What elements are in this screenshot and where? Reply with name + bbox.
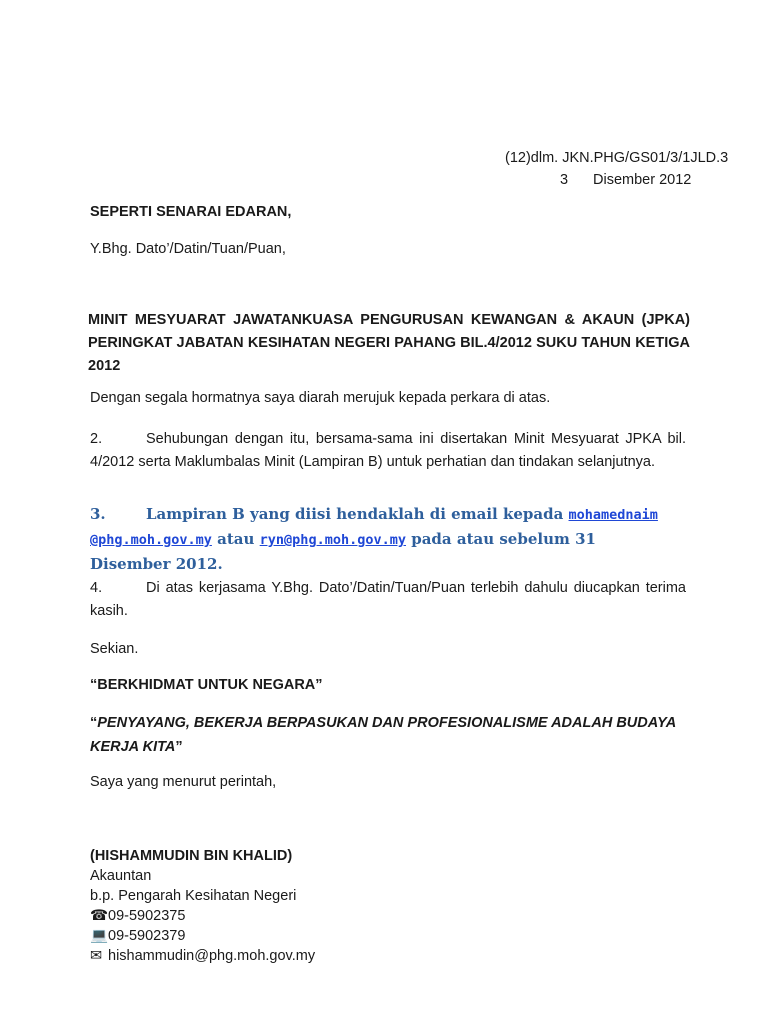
paragraph-4-number: 4. bbox=[90, 580, 103, 596]
motto-budaya-kerja bbox=[90, 711, 690, 759]
paragraph-3-number: 3. bbox=[90, 505, 106, 523]
email-link-ryn[interactable]: ryn@phg.moh.gov.my bbox=[259, 532, 406, 548]
paragraph-3-text-a: Lampiran B yang diisi hendaklah di email kepada bbox=[146, 505, 564, 523]
signatory-title: Akauntan bbox=[90, 868, 152, 884]
date-month-year: Disember 2012 bbox=[593, 172, 692, 188]
email-address[interactable]: hishammudin@phg.moh.gov.my bbox=[108, 948, 316, 964]
signatory-phone bbox=[90, 906, 315, 926]
signatory-name: (HISHAMMUDIN BIN KHALID) bbox=[90, 848, 293, 864]
paragraph-3 bbox=[90, 502, 680, 576]
paragraph-4 bbox=[90, 577, 686, 623]
motto-close-quote: ” bbox=[175, 739, 183, 755]
motto-open-quote: “ bbox=[90, 715, 98, 731]
paragraph-2-number: 2. bbox=[90, 431, 103, 447]
motto-text: PENYAYANG, BEKERJA BERPASUKAN DAN PROFESIONALISME ADALAH BUDAYA KERJA KITA bbox=[90, 715, 676, 755]
paragraph-3-text-c: pada atau sebelum 31 Disember 2012. bbox=[90, 530, 596, 573]
signatory-fax bbox=[90, 926, 315, 946]
letter-date bbox=[560, 172, 691, 188]
reference-number: (12)dlm. JKN.PHG/GS01/3/1JLD.3 bbox=[505, 150, 729, 166]
email-link-mohamednaim[interactable]: mohamednaim @phg.moh.gov.my bbox=[90, 507, 658, 548]
paragraph-1: Dengan segala hormatnya saya diarah merujuk kepada perkara di atas. bbox=[90, 390, 551, 406]
sign-off: Saya yang menurut perintah, bbox=[90, 774, 277, 790]
closing: Sekian. bbox=[90, 641, 139, 657]
signatory-email bbox=[90, 946, 315, 966]
phone-number: 09-5902375 bbox=[108, 908, 186, 924]
motto-berkhidmat: “BERKHIDMAT UNTUK NEGARA” bbox=[90, 677, 323, 693]
phone-icon: ☎ bbox=[90, 908, 109, 924]
subject-heading: MINIT MESYUARAT JAWATANKUASA PENGURUSAN KEWANGAN & AKAUN (JPKA) PERINGKAT JABATAN KESIHATAN NEGERI PAHANG BIL.4/2012 SUKU TAHUN KETIGA 2012 bbox=[88, 312, 690, 374]
paragraph-4-text: Di atas kerjasama Y.Bhg. Dato’/Datin/Tuan/Puan terlebih dahulu diucapkan terima kasih. bbox=[90, 580, 686, 619]
signatory-on-behalf: b.p. Pengarah Kesihatan Negeri bbox=[90, 888, 297, 904]
paragraph-2-text: Sehubungan dengan itu, bersama-sama ini disertakan Minit Mesyuarat JPKA bil. 4/2012 serta Maklumbalas Minit (Lampiran B) untuk perhatian dan tindakan selanjutnya. bbox=[90, 431, 686, 470]
fax-icon: 💻 bbox=[90, 928, 109, 944]
recipient: SEPERTI SENARAI EDARAN, bbox=[90, 204, 292, 220]
fax-number: 09-5902379 bbox=[108, 928, 186, 944]
date-day: 3 bbox=[560, 172, 569, 188]
paragraph-3-text-b: atau bbox=[217, 530, 255, 548]
salutation: Y.Bhg. Dato’/Datin/Tuan/Puan, bbox=[90, 241, 286, 257]
paragraph-2 bbox=[90, 428, 686, 474]
email-icon: ✉ bbox=[90, 948, 103, 964]
signature-block bbox=[90, 846, 315, 966]
